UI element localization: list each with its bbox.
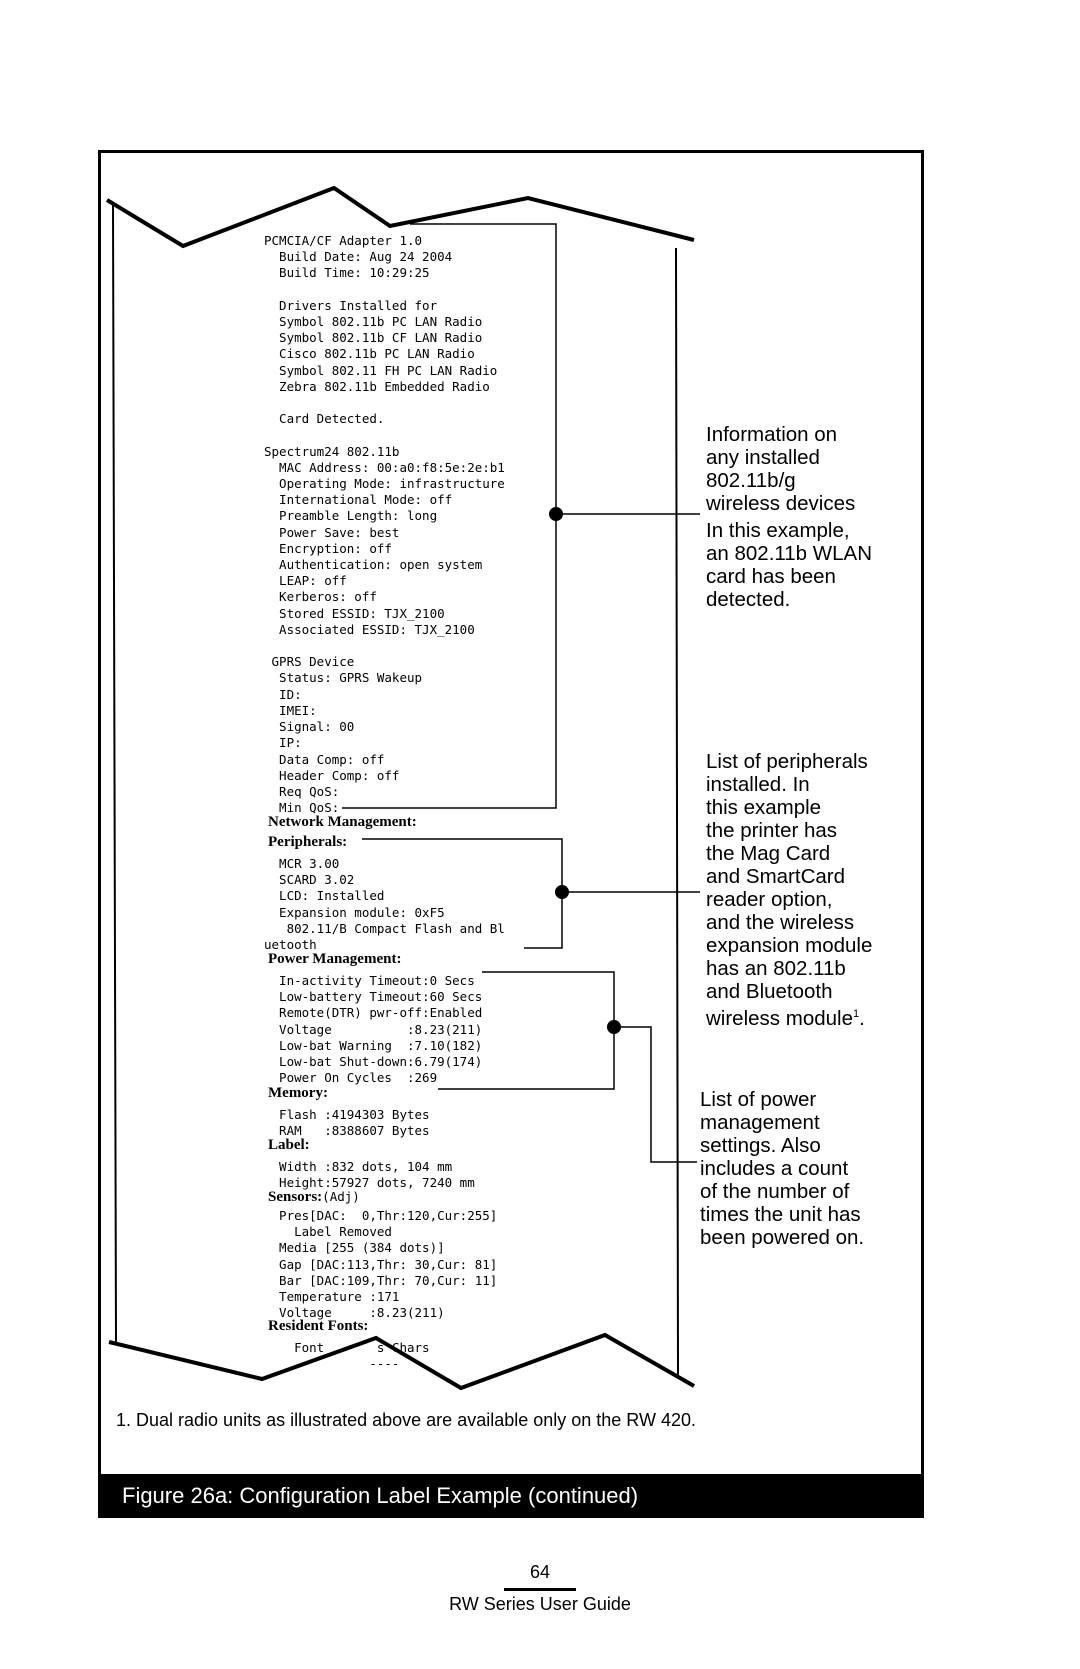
dot-power bbox=[607, 1020, 621, 1034]
receipt-line: Encryption: off bbox=[264, 540, 392, 556]
callout-power-text: List of power management settings. Also includes a count of the number of times the unit has been powered on. bbox=[700, 1088, 865, 1249]
guide-title: RW Series User Guide bbox=[449, 1594, 631, 1614]
receipt-line: Temperature :171 bbox=[264, 1289, 400, 1305]
receipt-line: Power On Cycles :269 bbox=[264, 1070, 438, 1086]
receipt-line: Kerberos: off bbox=[264, 589, 377, 605]
receipt-sensors-section bbox=[264, 1208, 497, 1321]
receipt-line: uetooth bbox=[264, 937, 317, 953]
callout-peripherals bbox=[706, 750, 872, 1030]
receipt-line: RAM :8388607 Bytes bbox=[264, 1123, 430, 1139]
receipt-line: Drivers Installed for bbox=[264, 297, 438, 313]
sensors-heading-suffix: (Adj) bbox=[322, 1189, 360, 1204]
receipt-line bbox=[264, 427, 505, 443]
receipt-line: Label Removed bbox=[264, 1224, 392, 1240]
receipt-line: Card Detected. bbox=[264, 411, 385, 427]
receipt-line: In-activity Timeout:0 Secs bbox=[264, 973, 475, 988]
receipt-line: SCARD 3.02 bbox=[264, 872, 355, 888]
footnote: 1. Dual radio units as illustrated above are available only on the RW 420. bbox=[116, 1410, 697, 1430]
resident-fonts-heading: Resident Fonts: bbox=[268, 1318, 369, 1334]
callout-peripherals-footnote-ref: 1 bbox=[852, 1008, 860, 1020]
callout-power bbox=[700, 1088, 864, 1249]
receipt-line: Header Comp: off bbox=[264, 767, 400, 783]
receipt-line: Pres[DAC: 0,Thr:120,Cur:255] bbox=[264, 1208, 498, 1223]
page-number: 64 bbox=[529, 1562, 551, 1582]
receipt-line: ---- bbox=[264, 1356, 400, 1372]
receipt-line: Low-bat Shut-down:6.79(174) bbox=[264, 1054, 483, 1070]
callout-peripherals-text: List of peripherals installed. In this example the printer has the Mag Card and SmartCard reader option, and the wireless expansion module has an 802.11b and Bluetooth wireless module bbox=[706, 750, 873, 1030]
sensors-heading bbox=[268, 1189, 360, 1206]
label-heading: Label: bbox=[268, 1137, 310, 1153]
callout-wireless-text-1: Information on any installed 802.11b/g wireless devices bbox=[706, 423, 856, 515]
receipt-line: MCR 3.00 bbox=[264, 856, 340, 871]
receipt-power-section bbox=[264, 973, 482, 1086]
receipt-line: Gap [DAC:113,Thr: 30,Cur: 81] bbox=[264, 1256, 498, 1272]
receipt-line: Flash :4194303 Bytes bbox=[264, 1107, 430, 1122]
receipt-wireless-section bbox=[264, 233, 505, 816]
receipt-line: Req QoS: bbox=[264, 783, 340, 799]
receipt-line: ID: bbox=[264, 686, 302, 702]
callout-wireless bbox=[706, 423, 872, 611]
receipt-line: LCD: Installed bbox=[264, 888, 385, 904]
memory-heading: Memory: bbox=[268, 1085, 328, 1101]
receipt-line: Power Save: best bbox=[264, 524, 400, 540]
figure-caption: Figure 26a: Configuration Label Example (continued) bbox=[98, 1474, 924, 1518]
receipt-line: Font s Chars bbox=[264, 1340, 430, 1355]
dot-peripherals bbox=[555, 885, 569, 899]
network-management-heading: Network Management: bbox=[268, 814, 417, 830]
receipt-line: Stored ESSID: TJX_2100 bbox=[264, 605, 445, 621]
receipt-line: Build Time: 10:29:25 bbox=[264, 265, 430, 281]
receipt-line: International Mode: off bbox=[264, 492, 453, 508]
receipt-line: Authentication: open system bbox=[264, 557, 483, 573]
receipt-line: Expansion module: 0xF5 bbox=[264, 904, 445, 920]
power-management-heading: Power Management: bbox=[268, 951, 402, 967]
receipt-line: Preamble Length: long bbox=[264, 508, 438, 524]
receipt-line: MAC Address: 00:a0:f8:5e:2e:b1 bbox=[264, 459, 505, 475]
receipt-line bbox=[264, 282, 505, 298]
page-number-rule bbox=[504, 1588, 576, 1591]
receipt-line: 802.11/B Compact Flash and Bl bbox=[264, 920, 505, 936]
receipt-line bbox=[264, 395, 505, 411]
callout-peripherals-end: . bbox=[859, 1006, 865, 1030]
receipt-line: Voltage :8.23(211) bbox=[264, 1305, 445, 1321]
receipt-line: Low-bat Warning :7.10(182) bbox=[264, 1037, 483, 1053]
receipt-line: Spectrum24 802.11b bbox=[264, 443, 400, 459]
receipt-line: Operating Mode: infrastructure bbox=[264, 476, 505, 492]
receipt-line: LEAP: off bbox=[264, 573, 347, 589]
callout-wireless-text-2: In this example, an 802.11b WLAN card has been detected. bbox=[706, 519, 873, 611]
receipt-line: Min QoS: bbox=[264, 800, 340, 816]
receipt-line: GPRS Device bbox=[264, 654, 355, 670]
receipt-line: IMEI: bbox=[264, 702, 317, 718]
receipt-line: Zebra 802.11b Embedded Radio bbox=[264, 378, 490, 394]
receipt-line: Voltage :8.23(211) bbox=[264, 1021, 483, 1037]
receipt-line: Build Date: Aug 24 2004 bbox=[264, 249, 453, 265]
receipt-line: Media [255 (384 dots)] bbox=[264, 1240, 445, 1256]
receipt-line: Bar [DAC:109,Thr: 70,Cur: 11] bbox=[264, 1272, 498, 1288]
receipt-line: IP: bbox=[264, 735, 302, 751]
receipt-line: Symbol 802.11b CF LAN Radio bbox=[264, 330, 483, 346]
receipt-line: Signal: 00 bbox=[264, 719, 355, 735]
receipt-line: PCMCIA/CF Adapter 1.0 bbox=[264, 233, 423, 248]
receipt-line: Height:57927 dots, 7240 mm bbox=[264, 1175, 475, 1191]
receipt-line: Width :832 dots, 104 mm bbox=[264, 1159, 453, 1174]
sensors-heading-text: Sensors: bbox=[268, 1189, 323, 1205]
receipt-label-section bbox=[264, 1159, 475, 1191]
receipt-line: Symbol 802.11 FH PC LAN Radio bbox=[264, 362, 498, 378]
peripherals-heading: Peripherals: bbox=[268, 834, 348, 850]
receipt-fonts-section bbox=[264, 1340, 430, 1372]
receipt-line bbox=[264, 638, 505, 654]
receipt-line: Symbol 802.11b PC LAN Radio bbox=[264, 314, 483, 330]
receipt-line: Remote(DTR) pwr-off:Enabled bbox=[264, 1005, 483, 1021]
receipt-memory-section bbox=[264, 1107, 430, 1139]
receipt-right-side bbox=[676, 248, 678, 1376]
receipt-peripherals-section bbox=[264, 856, 505, 953]
receipt-line: Low-battery Timeout:60 Secs bbox=[264, 989, 483, 1005]
leader-power bbox=[614, 1027, 697, 1162]
receipt-line: Data Comp: off bbox=[264, 751, 385, 767]
receipt-left-side bbox=[113, 205, 116, 1344]
receipt-line: Associated ESSID: TJX_2100 bbox=[264, 621, 475, 637]
receipt-line: Cisco 802.11b PC LAN Radio bbox=[264, 346, 475, 362]
receipt-line: Status: GPRS Wakeup bbox=[264, 670, 423, 686]
dot-wireless bbox=[549, 507, 563, 521]
